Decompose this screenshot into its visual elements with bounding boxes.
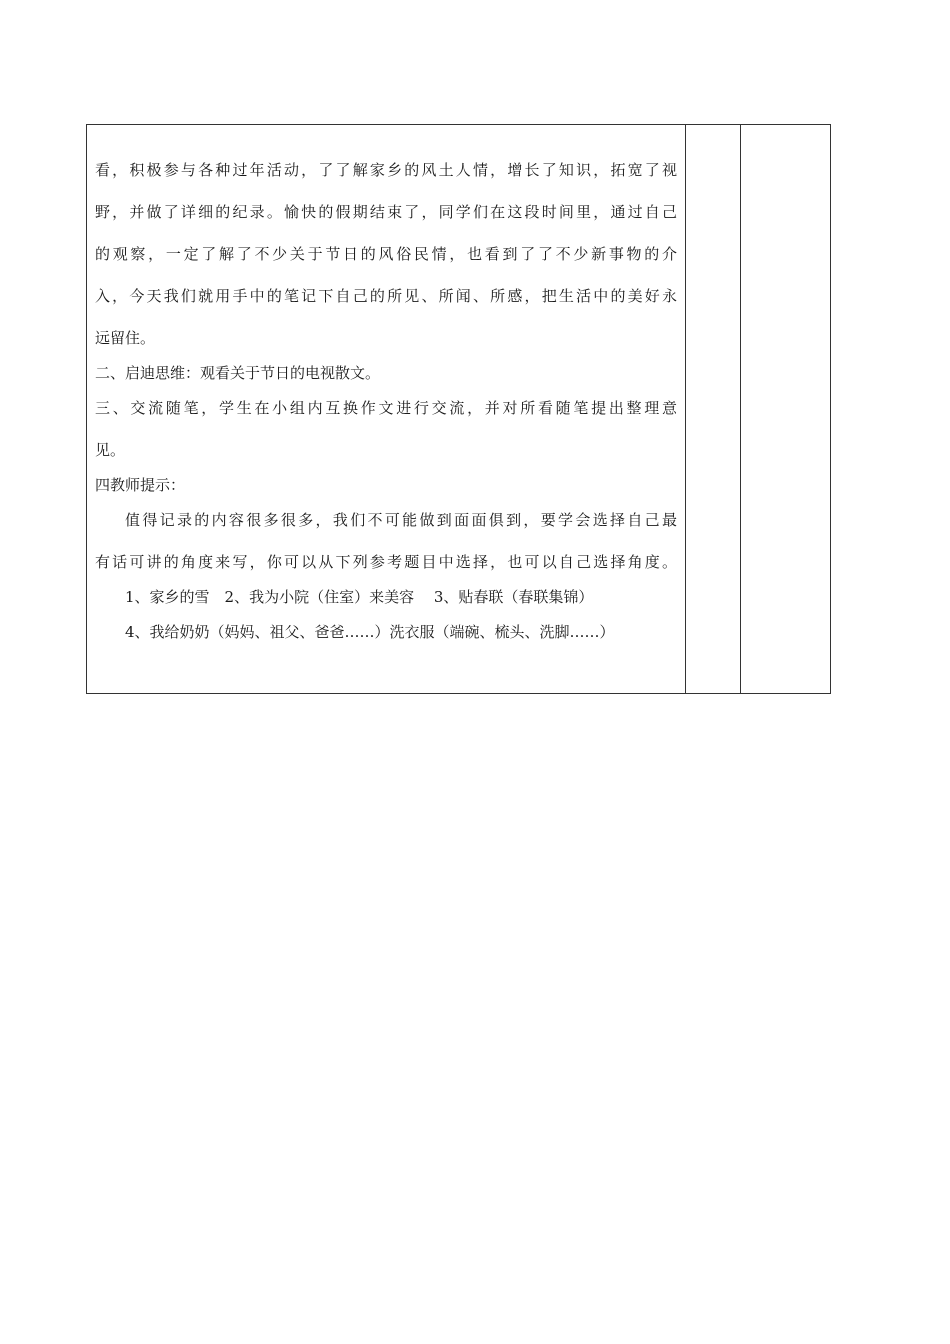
topic-list-line: 4、我给奶奶（妈妈、祖父、爸爸……）洗衣服（端碗、梳头、洗脚……） bbox=[125, 623, 615, 641]
lesson-table bbox=[86, 124, 831, 694]
section-heading: 四教师提示： bbox=[95, 476, 186, 494]
blank-column bbox=[741, 125, 830, 693]
blank-column bbox=[686, 125, 741, 693]
text-line: 有话可讲的角度来写，你可以从下列参考题目中选择，也可以自己选择角度。 bbox=[95, 553, 677, 571]
text-line: 见。 bbox=[95, 441, 126, 459]
content-column bbox=[87, 125, 686, 693]
topic-list-line: 1、家乡的雪 2、我为小院（住室）来美容 3、贴春联（春联集锦） bbox=[125, 588, 594, 606]
text-line: 的观察，一定了解了不少关于节日的风俗民情，也看到了了不少新事物的介 bbox=[95, 245, 677, 263]
text-line: 入，今天我们就用手中的笔记下自己的所见、所闻、所感，把生活中的美好永 bbox=[95, 287, 677, 305]
text-line: 野，并做了详细的纪录。愉快的假期结束了，同学们在这段时间里，通过自己 bbox=[95, 203, 677, 221]
text-line: 值得记录的内容很多很多，我们不可能做到面面俱到，要学会选择自己最 bbox=[125, 511, 677, 529]
section-heading: 二、启迪思维：观看关于节日的电视散文。 bbox=[95, 364, 381, 382]
section-heading: 三、交流随笔，学生在小组内互换作文进行交流，并对所看随笔提出整理意 bbox=[95, 399, 677, 417]
text-line: 看，积极参与各种过年活动，了了解家乡的风土人情，增长了知识，拓宽了视 bbox=[95, 161, 677, 179]
text-line: 远留住。 bbox=[95, 329, 156, 347]
